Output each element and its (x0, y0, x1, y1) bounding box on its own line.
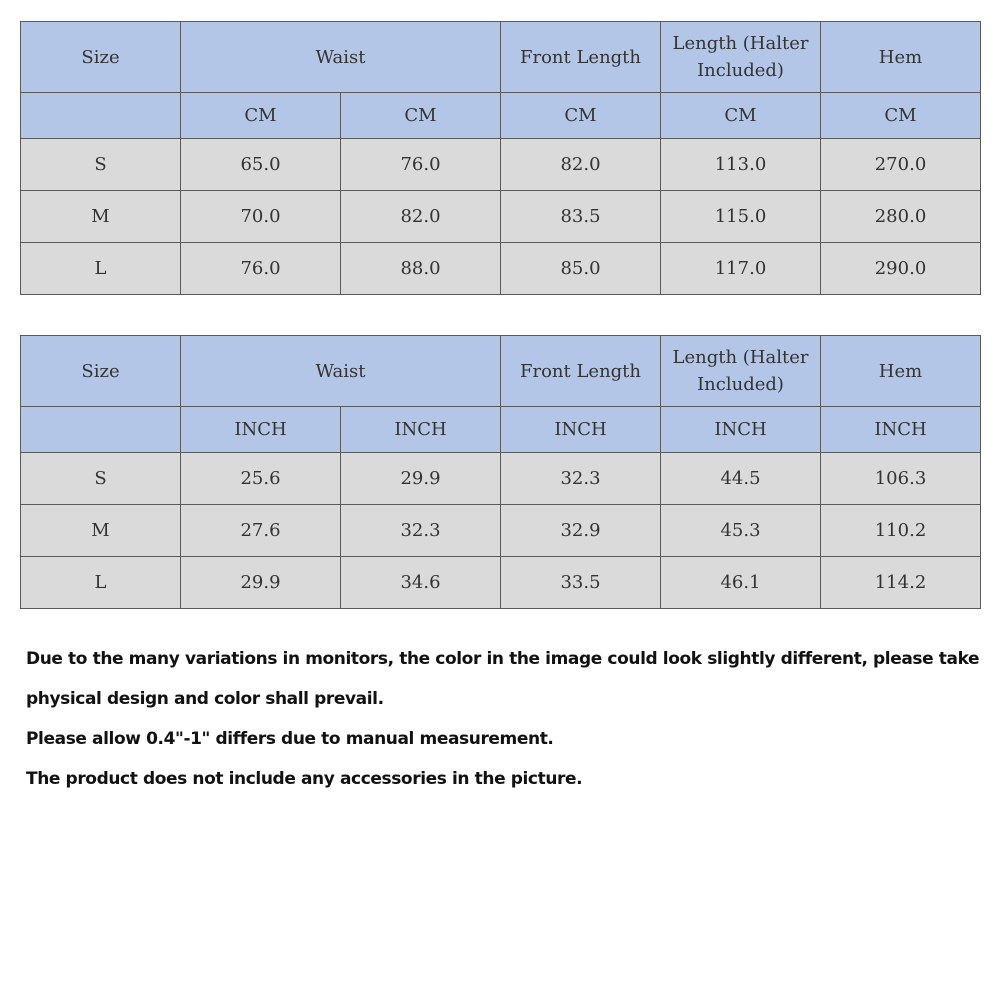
table-row (21, 453, 981, 505)
header-length-halter: Length (Halter Included) (661, 336, 821, 407)
unit-cell-empty (21, 407, 181, 453)
size-chart-cm-table (20, 21, 981, 295)
unit-cell: INCH (341, 407, 501, 453)
value-cell: 280.0 (821, 191, 981, 243)
header-front-length: Front Length (501, 336, 661, 407)
value-cell: 270.0 (821, 139, 981, 191)
value-cell: 45.3 (661, 505, 821, 557)
value-cell: 32.9 (501, 505, 661, 557)
value-cell: 290.0 (821, 243, 981, 295)
value-cell: 114.2 (821, 557, 981, 609)
size-cell: L (21, 243, 181, 295)
unit-cell: INCH (821, 407, 981, 453)
header-hem: Hem (821, 336, 981, 407)
unit-row (21, 407, 981, 453)
note-measurement-tolerance: Please allow 0.4"-1" differs due to manual measurement. (26, 729, 554, 749)
value-cell: 65.0 (181, 139, 341, 191)
size-cell: S (21, 453, 181, 505)
value-cell: 85.0 (501, 243, 661, 295)
value-cell: 32.3 (341, 505, 501, 557)
unit-cell: INCH (501, 407, 661, 453)
value-cell: 117.0 (661, 243, 821, 295)
value-cell: 44.5 (661, 453, 821, 505)
value-cell: 106.3 (821, 453, 981, 505)
value-cell: 33.5 (501, 557, 661, 609)
note-no-accessories: The product does not include any accessories in the picture. (26, 769, 583, 789)
header-row (21, 336, 981, 407)
table-row (21, 243, 981, 295)
disclaimer-notes (26, 641, 994, 801)
value-cell: 110.2 (821, 505, 981, 557)
size-cell: L (21, 557, 181, 609)
header-hem: Hem (821, 22, 981, 93)
value-cell: 46.1 (661, 557, 821, 609)
table-row (21, 139, 981, 191)
header-size: Size (21, 336, 181, 407)
value-cell: 88.0 (341, 243, 501, 295)
value-cell: 70.0 (181, 191, 341, 243)
unit-row (21, 93, 981, 139)
value-cell: 83.5 (501, 191, 661, 243)
size-cell: M (21, 191, 181, 243)
unit-cell: CM (821, 93, 981, 139)
value-cell: 34.6 (341, 557, 501, 609)
table-row (21, 505, 981, 557)
header-length-halter: Length (Halter Included) (661, 22, 821, 93)
value-cell: 25.6 (181, 453, 341, 505)
header-waist: Waist (181, 22, 501, 93)
size-chart-inch-table (20, 335, 981, 609)
header-size: Size (21, 22, 181, 93)
value-cell: 115.0 (661, 191, 821, 243)
value-cell: 32.3 (501, 453, 661, 505)
size-cell: M (21, 505, 181, 557)
value-cell: 76.0 (341, 139, 501, 191)
unit-cell: CM (501, 93, 661, 139)
table-row (21, 191, 981, 243)
header-row (21, 22, 981, 93)
unit-cell: CM (181, 93, 341, 139)
note-color-prevail: physical design and color shall prevail. (26, 689, 384, 709)
unit-cell-empty (21, 93, 181, 139)
header-front-length: Front Length (501, 22, 661, 93)
size-cell: S (21, 139, 181, 191)
value-cell: 113.0 (661, 139, 821, 191)
unit-cell: INCH (181, 407, 341, 453)
value-cell: 82.0 (501, 139, 661, 191)
unit-cell: CM (661, 93, 821, 139)
value-cell: 27.6 (181, 505, 341, 557)
header-waist: Waist (181, 336, 501, 407)
value-cell: 82.0 (341, 191, 501, 243)
value-cell: 29.9 (181, 557, 341, 609)
note-color-variation: Due to the many variations in monitors, the color in the image could look slightly different, please take (26, 649, 980, 669)
value-cell: 29.9 (341, 453, 501, 505)
unit-cell: CM (341, 93, 501, 139)
table-row (21, 557, 981, 609)
unit-cell: INCH (661, 407, 821, 453)
value-cell: 76.0 (181, 243, 341, 295)
